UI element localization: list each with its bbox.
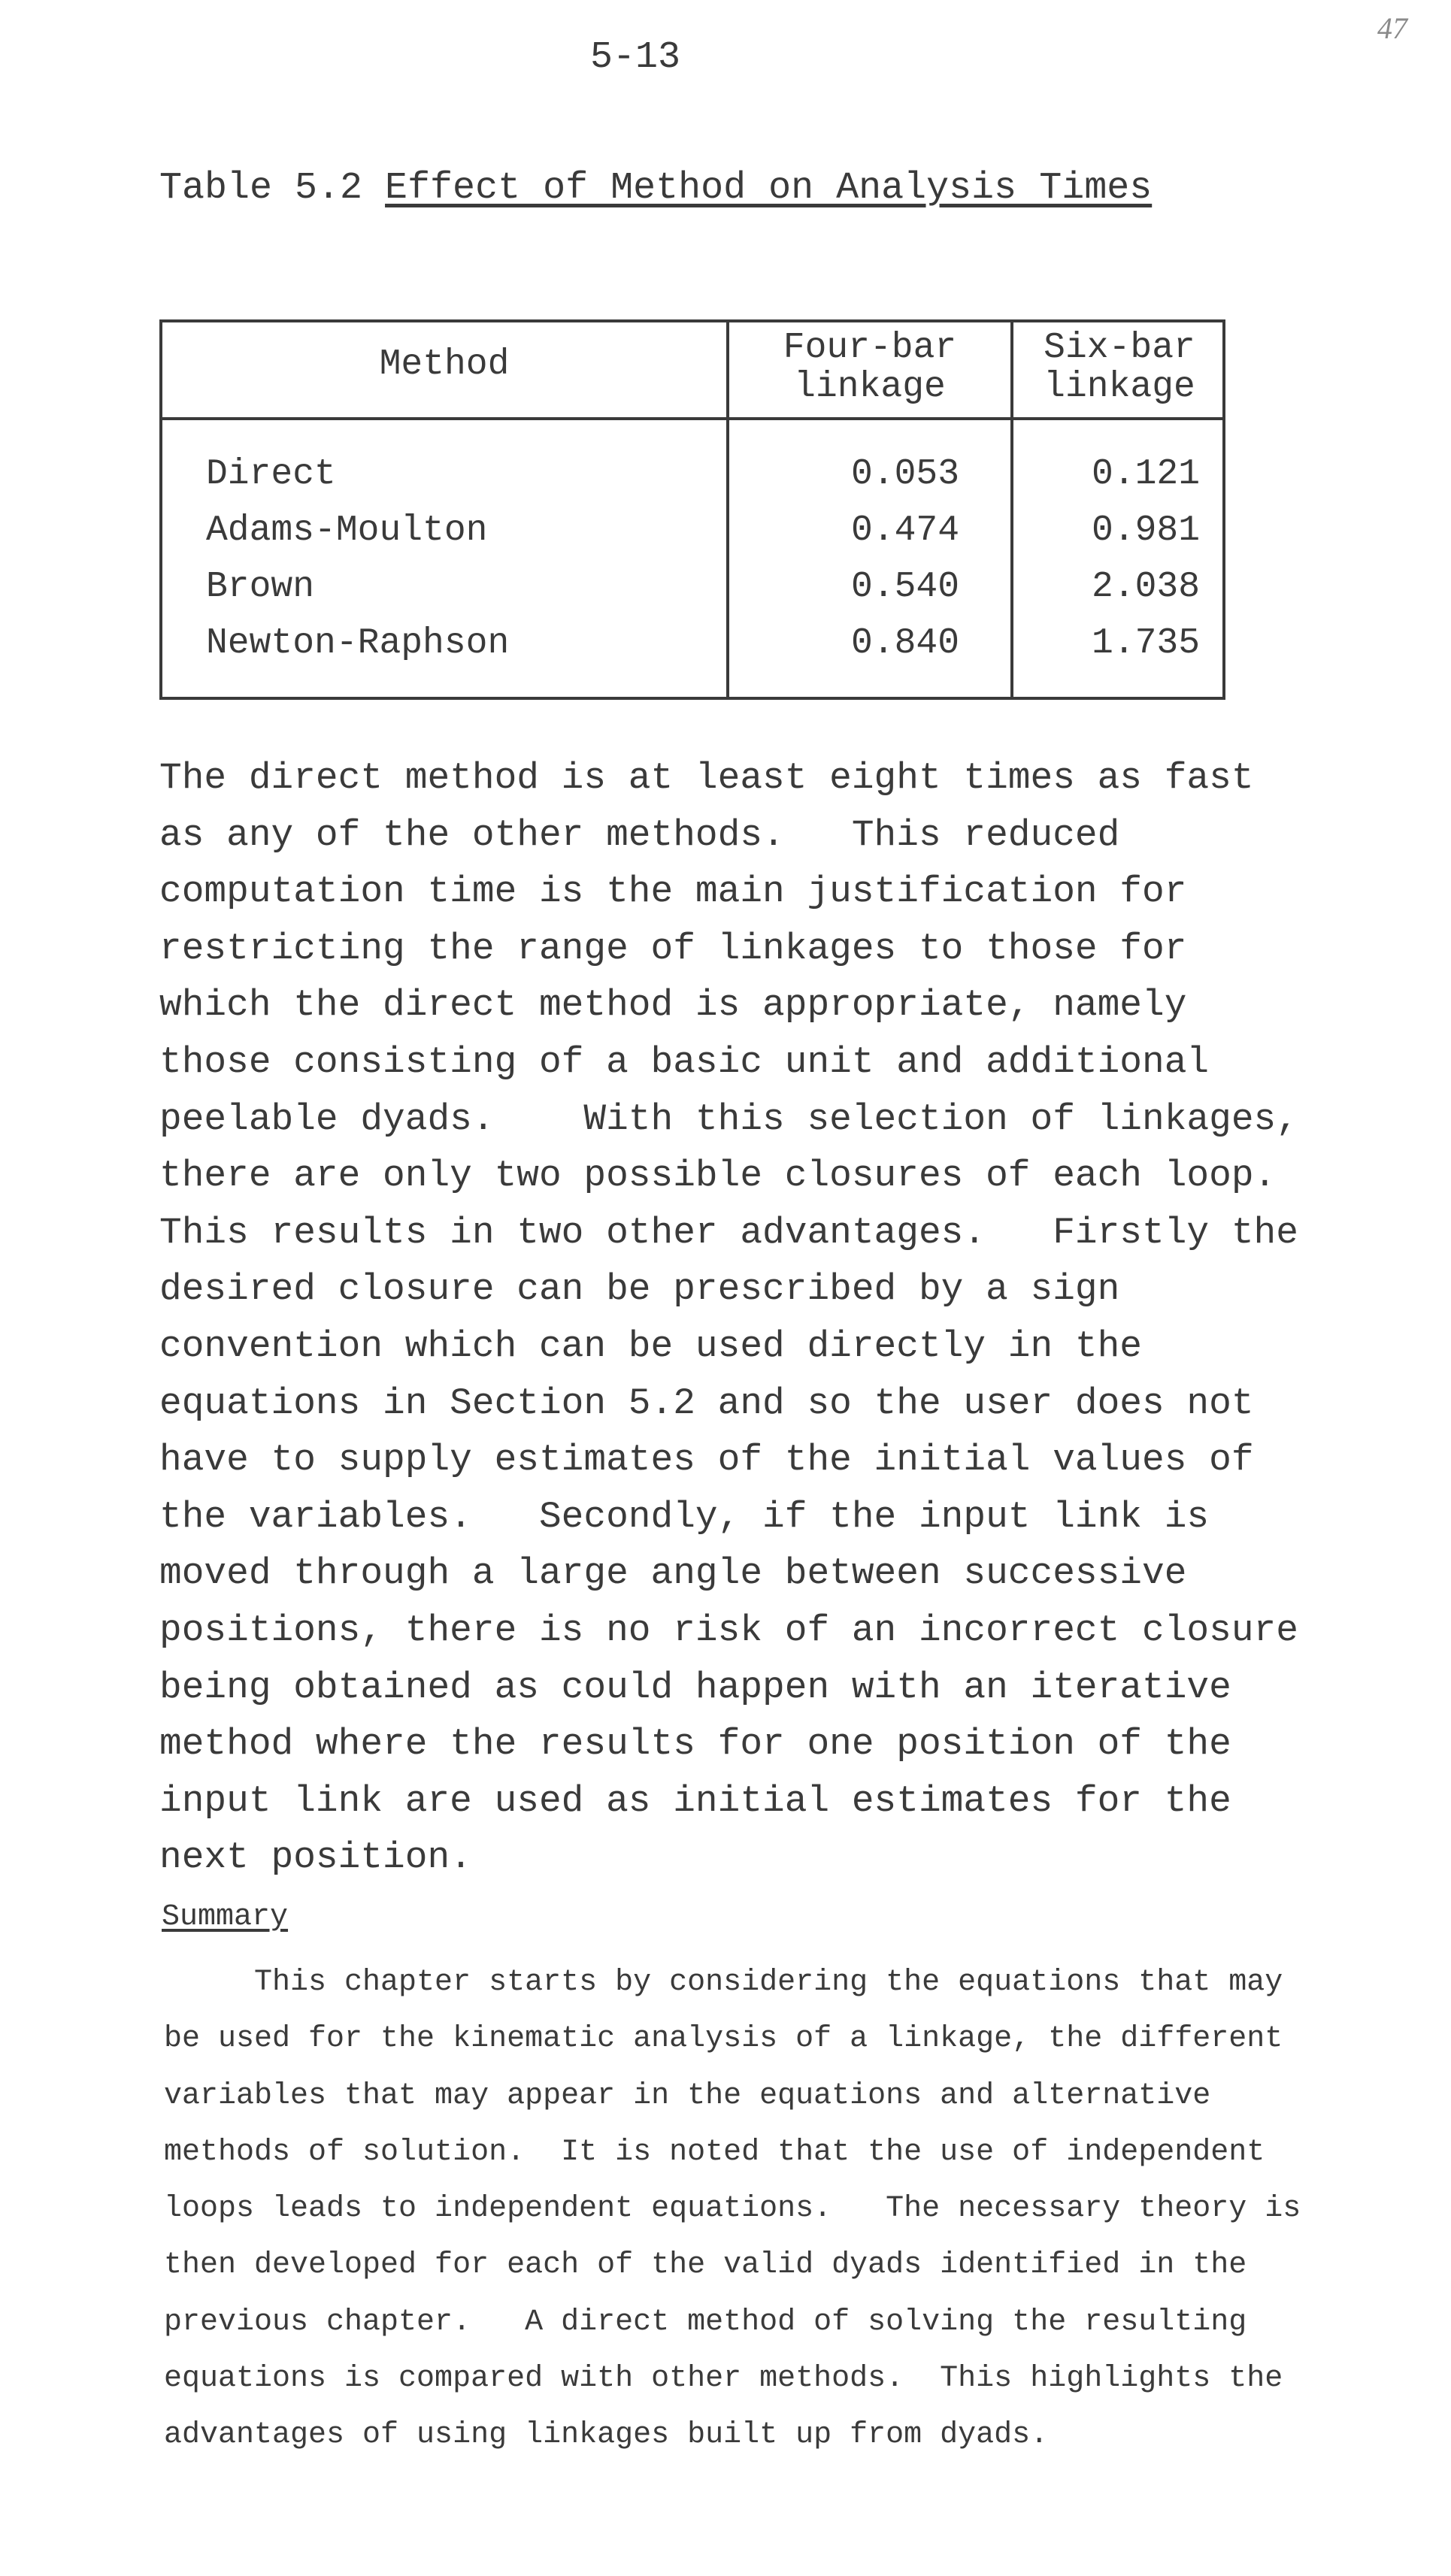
row-2-four-bar: 0.474 (850, 510, 959, 551)
table-header-rule (162, 417, 1222, 420)
body-paragraph (159, 750, 1437, 1887)
body-line: positions, there is no risk of an incorrect closure (159, 1609, 1298, 1651)
body-line: those consisting of a basic unit and additional (159, 1040, 1210, 1083)
table-caption (159, 167, 1152, 210)
summary-line: equations is compared with other methods. This highlights the (164, 2362, 1283, 2396)
body-line: The direct method is at least eight times as fast (159, 757, 1254, 799)
row-3-four-bar: 0.540 (850, 567, 959, 607)
summary-line: advantages of using linkages built up from dyads. (164, 2418, 1049, 2453)
corner-handwritten-mark: 47 (1377, 11, 1407, 45)
row-2-six-bar: 0.981 (1091, 510, 1200, 551)
row-2-method: Adams-Moulton (206, 510, 488, 551)
body-line: equations in Section 5.2 and so the user does not (159, 1382, 1254, 1424)
summary-line: previous chapter. A direct method of solving the resulting (164, 2305, 1247, 2339)
body-line: computation time is the main justification for (159, 870, 1187, 913)
body-line: which the direct method is appropriate, namely (159, 984, 1187, 1027)
row-3-method: Brown (206, 567, 315, 607)
summary-heading: Summary (162, 1900, 289, 1934)
row-4-four-bar: 0.840 (850, 623, 959, 664)
header-six-bar-line2: linkage (1044, 367, 1195, 407)
header-four-bar-line1: Four-bar (783, 328, 957, 368)
summary-line: This chapter starts by considering the equations that may (164, 1966, 1283, 1999)
body-line: This results in two other advantages. Firstly the (159, 1211, 1298, 1254)
summary-line: loops leads to independent equations. The necessary theory is (164, 2192, 1301, 2226)
header-six-bar (1013, 328, 1225, 407)
row-1-four-bar: 0.053 (850, 454, 959, 495)
body-line: peelable dyads. With this selection of linkages, (159, 1097, 1298, 1140)
table-label: Table 5.2 (159, 167, 363, 210)
analysis-times-table (159, 319, 1225, 700)
summary-line: be used for the kinematic analysis of a linkage, the different (164, 2022, 1283, 2057)
summary-paragraph (164, 1954, 1442, 2464)
body-line: convention which can be used directly in the (159, 1324, 1143, 1367)
body-line: there are only two possible closures of each loop. (159, 1155, 1277, 1197)
row-1-method: Direct (206, 454, 336, 495)
row-3-six-bar: 2.038 (1091, 567, 1200, 607)
header-method: Method (379, 344, 510, 385)
summary-line: variables that may appear in the equations and alternative (164, 2078, 1211, 2113)
row-4-method: Newton-Raphson (206, 623, 510, 664)
row-1-six-bar: 0.121 (1091, 454, 1200, 495)
header-four-bar-line2: linkage (794, 367, 946, 407)
row-4-six-bar: 1.735 (1091, 623, 1200, 664)
table-title: Effect of Method on Analysis Times (385, 167, 1153, 210)
body-line: moved through a large angle between successive (159, 1552, 1187, 1595)
header-four-bar (729, 328, 1010, 407)
summary-line: then developed for each of the valid dyads identified in the (164, 2248, 1247, 2283)
body-line: input link are used as initial estimates for the (159, 1779, 1231, 1822)
body-line: restricting the range of linkages to those for (159, 927, 1187, 970)
header-six-bar-line1: Six-bar (1044, 328, 1195, 368)
body-line: being obtained as could happen with an iterative (159, 1666, 1231, 1709)
body-line: have to supply estimates of the initial values of (159, 1439, 1254, 1482)
body-line: desired closure can be prescribed by a sign (159, 1268, 1120, 1311)
body-line: as any of the other methods. This reduced (159, 813, 1120, 856)
body-line: next position. (159, 1836, 472, 1879)
body-line: the variables. Secondly, if the input link is (159, 1495, 1210, 1538)
body-line: method where the results for one position of the (159, 1723, 1231, 1766)
summary-line: methods of solution. It is noted that the use of independent (164, 2135, 1265, 2169)
page-number: 5-13 (590, 36, 681, 79)
